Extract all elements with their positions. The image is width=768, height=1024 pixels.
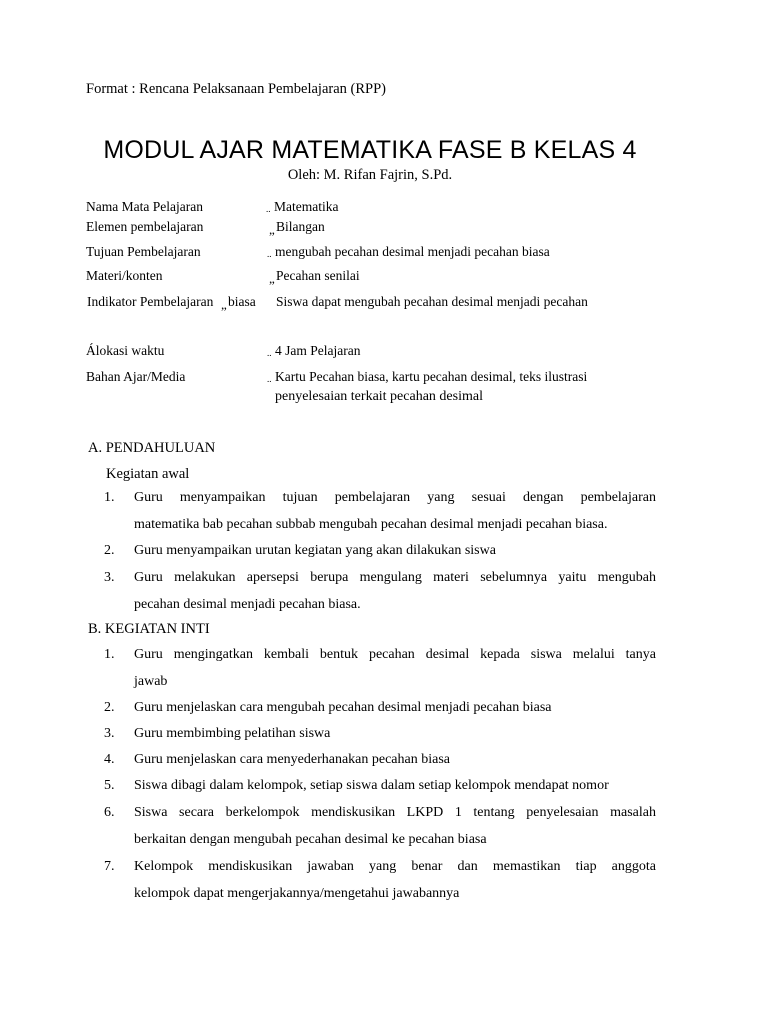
info-label-bahan: Bahan Ajar/Media <box>86 369 186 384</box>
list-item <box>104 854 656 907</box>
list-item-line: Guru menjelaskan cara menyederhanakan pecahan biasa <box>134 752 451 767</box>
info-separator: „ <box>221 297 227 312</box>
info-value-elemen: Bilangan <box>276 219 325 234</box>
info-separator: .. <box>267 348 272 358</box>
info-label-materi: Materi/konten <box>86 268 163 283</box>
list-item-line: berkaitan dengan mengubah pecahan desimal ke pecahan biasa <box>134 831 487 847</box>
info-separator: „ <box>269 222 275 237</box>
list-item <box>104 538 656 565</box>
list-item-number: 7. <box>104 859 115 874</box>
info-separator: .. <box>267 374 272 384</box>
list-item-number: 3. <box>104 726 115 741</box>
list-item-number: 5. <box>104 778 115 793</box>
list-item-number: 1. <box>104 647 115 662</box>
info-label-indikator: Indikator Pembelajaran <box>87 294 214 309</box>
info-value-tujuan: mengubah pecahan desimal menjadi pecahan biasa <box>275 244 550 259</box>
info-label-alokasi: Álokasi waktu <box>86 343 165 358</box>
info-value-mata-pelajaran: Matematika <box>274 199 339 214</box>
info-value-alokasi: 4 Jam Pelajaran <box>275 343 361 358</box>
list-item-number: 3. <box>104 570 115 585</box>
list-item-line: Guru menyampaikan tujuan pembelajaran yang sesuai dengan pembelajaran <box>134 490 656 505</box>
list-item-line: Guru mengingatkan kembali bentuk pecahan desimal kepada siswa melalui tanya <box>134 647 656 662</box>
list-item-line: Guru menjelaskan cara mengubah pecahan desimal menjadi pecahan biasa <box>134 700 552 715</box>
list-item-line: kelompok dapat mengerjakannya/mengetahui jawabannya <box>134 885 460 901</box>
list-item-number: 1. <box>104 490 115 505</box>
section-heading-pendahuluan: A. PENDAHULUAN <box>88 440 216 456</box>
page-title: MODUL AJAR MATEMATIKA FASE B KELAS 4 <box>103 136 637 164</box>
list-item-number: 2. <box>104 543 115 558</box>
list-item <box>104 773 656 800</box>
list-item-line: pecahan desimal menjadi pecahan biasa. <box>134 596 361 612</box>
list-item-line: Guru melakukan apersepsi berupa mengulang materi sebelumnya yaitu mengubah <box>134 570 656 585</box>
list-item-line: matematika bab pecahan subbab mengubah pecahan desimal menjadi pecahan biasa. <box>134 516 608 532</box>
list-item-line: Siswa dibagi dalam kelompok, setiap siswa dalam setiap kelompok mendapat nomor <box>134 778 609 793</box>
section-heading-kegiatan-inti: B. KEGIATAN INTI <box>88 621 210 637</box>
list-item-line: Siswa secara berkelompok mendiskusikan LKPD 1 tentang penyelesaian masalah <box>134 805 656 820</box>
subheading-kegiatan-awal: Kegiatan awal <box>106 466 190 482</box>
info-value-materi: Pecahan senilai <box>276 268 360 283</box>
info-value-bahan-line1: Kartu Pecahan biasa, kartu pecahan desimal, teks ilustrasi <box>275 369 588 384</box>
list-item-number: 6. <box>104 805 115 820</box>
info-value-bahan-line2: penyelesaian terkait pecahan desimal <box>275 389 483 404</box>
info-label-tujuan: Tujuan Pembelajaran <box>86 244 201 259</box>
list-item <box>104 642 656 695</box>
list-item-number: 2. <box>104 700 115 715</box>
list-item-line: Guru membimbing pelatihan siswa <box>134 726 331 741</box>
info-separator: .. <box>267 249 272 259</box>
list-item-number: 4. <box>104 752 115 767</box>
list-item <box>104 565 656 618</box>
info-separator: .. <box>266 204 271 214</box>
list-item-line: Guru menyampaikan urutan kegiatan yang akan dilakukan siswa <box>134 543 496 558</box>
info-label-mata-pelajaran: Nama Mata Pelajaran <box>86 199 203 214</box>
format-line: Format : Rencana Pelaksanaan Pembelajaran (RPP) <box>86 81 386 97</box>
list-item <box>104 721 656 748</box>
author-line: Oleh: M. Rifan Fajrin, S.Pd. <box>287 167 453 183</box>
info-label-indikator-tail: biasa <box>228 294 256 309</box>
list-item <box>104 800 656 853</box>
info-separator: „ <box>269 271 275 286</box>
list-item-line: Kelompok mendiskusikan jawaban yang benar dan memastikan tiap anggota <box>134 859 656 874</box>
list-item-line: jawab <box>134 673 168 689</box>
info-label-elemen: Elemen pembelajaran <box>86 219 204 234</box>
list-item <box>104 747 656 774</box>
list-item <box>104 485 656 538</box>
list-item <box>104 695 656 722</box>
info-value-indikator: Siswa dapat mengubah pecahan desimal menjadi pecahan <box>276 294 588 309</box>
